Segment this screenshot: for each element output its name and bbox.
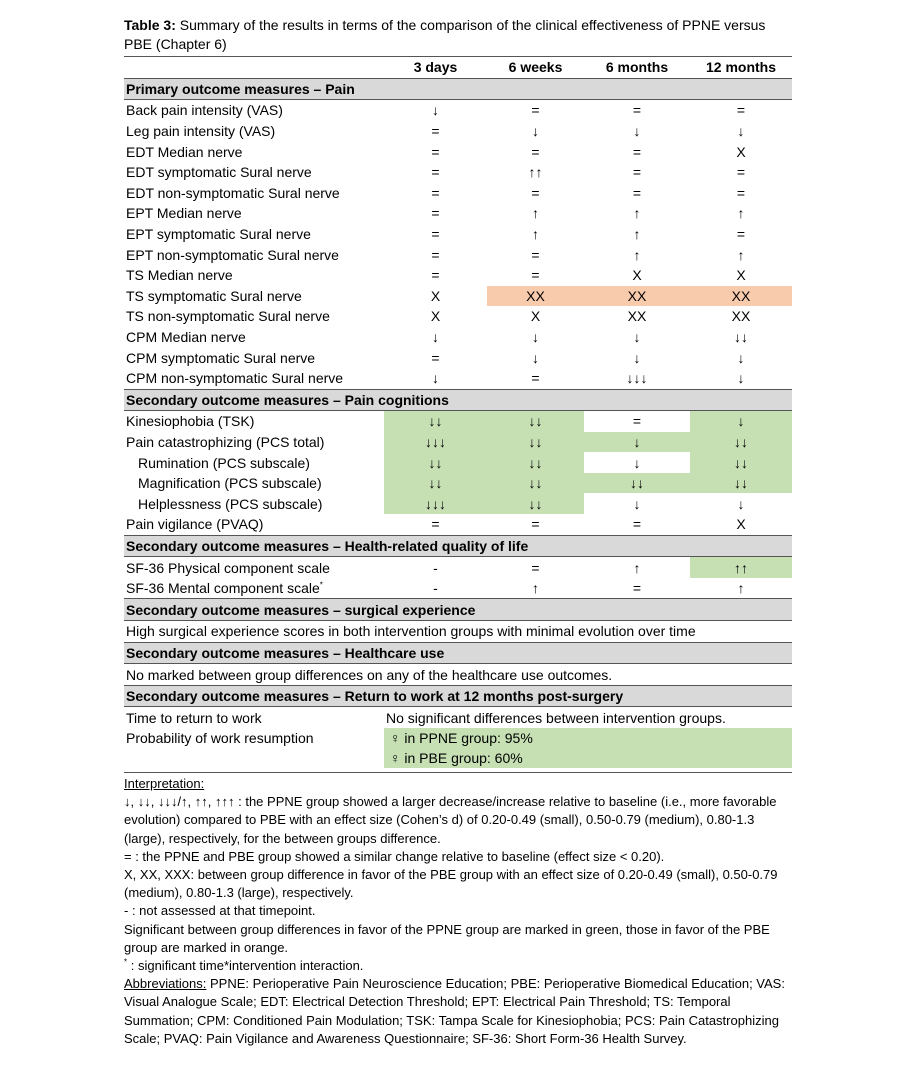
value-cell: =	[632, 516, 642, 533]
row-label-text: EPT symptomatic Sural nerve	[126, 226, 311, 243]
value-cell: =	[632, 102, 642, 119]
abbreviations-title: Abbreviations:	[124, 976, 207, 992]
value-cell: =	[632, 184, 642, 201]
value-cell: ↑	[633, 246, 641, 263]
value-cell: ↓	[633, 454, 641, 471]
table-row	[124, 621, 792, 643]
value-cell: ↓	[584, 432, 690, 453]
value-cell: XX	[690, 286, 792, 307]
value-cell: ↓↓	[487, 473, 584, 494]
value-cell: ↓↓↓	[626, 370, 648, 387]
row-label	[124, 306, 384, 327]
section-header-work	[124, 685, 792, 707]
value-cell: ↓	[532, 349, 539, 366]
value-cell: =	[531, 370, 540, 387]
value-cell: =	[736, 164, 746, 181]
table-row	[124, 244, 792, 265]
value-cell: =	[531, 516, 540, 533]
value-cell: =	[431, 143, 440, 160]
value-cell: ↑	[737, 205, 745, 222]
section-header-pain	[124, 78, 792, 100]
row-label-text: Leg pain intensity (VAS)	[126, 123, 276, 140]
value-cell: ↓	[690, 411, 792, 432]
table-row	[124, 306, 792, 327]
value-cell: =	[632, 143, 642, 160]
row-label	[124, 557, 384, 578]
value-cell: =	[531, 184, 540, 201]
value-cell: X	[430, 308, 441, 325]
value-cell: =	[431, 184, 440, 201]
value-cell: X	[736, 267, 746, 284]
value-cell: -	[433, 559, 438, 576]
value-cell: =	[431, 246, 440, 263]
table-row	[124, 286, 792, 307]
row-label-text: EPT non-symptomatic Sural nerve	[126, 246, 339, 263]
section-title: Secondary outcome measures – Return to work at 12 months post-surgery	[124, 685, 792, 707]
value-cell: ↓	[633, 123, 641, 140]
summary-text: High surgical experience scores in both intervention groups with minimal evolution over time	[126, 623, 696, 640]
row-label-text: SF-36 Physical component scale	[126, 559, 330, 576]
row-label-text: EDT non-symptomatic Sural nerve	[126, 184, 340, 201]
section-title: Secondary outcome measures – Pain cognitions	[124, 389, 792, 411]
row-label-text: EDT symptomatic Sural nerve	[126, 164, 312, 181]
value-cell: ↓↓	[734, 329, 748, 346]
value-cell: ↑↑	[528, 164, 543, 181]
value-cell: ↓	[432, 102, 439, 119]
value-cell: =	[431, 516, 440, 533]
table-row	[124, 100, 792, 121]
table-row	[124, 224, 792, 245]
row-label: Time to return to work	[126, 709, 262, 726]
col-6-months: 6 months	[605, 59, 669, 76]
row-label-text: Pain catastrophizing (PCS total)	[126, 433, 325, 450]
value-cell: XX	[487, 286, 584, 307]
table-row	[124, 664, 792, 686]
value-cell: ↑↑	[690, 557, 792, 578]
row-label	[124, 286, 384, 307]
value-cell: ↓	[432, 329, 439, 346]
value-cell: ↑	[532, 226, 539, 243]
bottom-rule	[124, 772, 792, 773]
row-label	[124, 514, 384, 535]
value-cell: ↓	[737, 123, 745, 140]
row-label-text: Kinesiophobia (TSK)	[126, 413, 255, 430]
value-cell: ↓	[633, 349, 641, 366]
value-cell: ↓	[737, 495, 745, 512]
table-row	[124, 493, 792, 514]
value-cell: ↑	[737, 580, 745, 597]
table-row	[124, 121, 792, 142]
table-row	[124, 578, 792, 599]
note-x: X, XX, XXX: between group difference in favor of the PBE group with an effect size of 0.20-0.49 (small), 0.50-0.79 (medium), 0.80-1.3 (large), respectively.	[124, 867, 778, 901]
table-row	[124, 368, 792, 389]
table-caption	[124, 16, 792, 54]
value-cell: ↓	[532, 123, 539, 140]
table-row	[124, 432, 792, 453]
value-cell: ↓	[737, 370, 745, 387]
row-label	[124, 327, 384, 348]
row-label-text: CPM symptomatic Sural nerve	[126, 349, 316, 366]
row-label-text: EDT Median nerve	[126, 143, 243, 160]
section-title: Secondary outcome measures – Healthcare use	[124, 642, 792, 664]
notes	[124, 775, 792, 1048]
value-cell: ↓↓	[384, 411, 487, 432]
value-cell: ↓	[633, 495, 641, 512]
note-colors: Significant between group differences in favor of the PPNE group are marked in green, those in favor of the PBE group are marked in orange.	[124, 921, 770, 955]
value-cell: ↑	[633, 205, 641, 222]
row-label	[124, 432, 384, 453]
row-label	[124, 183, 384, 204]
row-label	[124, 244, 384, 265]
section-header-healthcare	[124, 642, 792, 664]
value-cell: =	[736, 226, 746, 243]
value-cell: =	[431, 164, 440, 181]
col-6-weeks: 6 weeks	[508, 59, 563, 76]
table-row	[124, 203, 792, 224]
row-label	[124, 473, 384, 494]
row-label	[124, 100, 384, 121]
value-cell: =	[431, 205, 440, 222]
value-cell: ↓	[737, 349, 745, 366]
table-row	[124, 707, 792, 728]
row-label-text: Pain vigilance (PVAQ)	[126, 516, 264, 533]
value-cell: =	[736, 184, 746, 201]
table-row	[124, 265, 792, 286]
value-cell: =	[632, 580, 642, 597]
value-cell: =	[531, 246, 540, 263]
value-cell: ↑	[633, 559, 641, 576]
note-equal: = : the PPNE and PBE group showed a similar change relative to baseline (effect size < 0.20).	[124, 848, 665, 864]
document	[124, 16, 792, 1048]
table-row	[124, 162, 792, 183]
table-row	[124, 347, 792, 368]
probability-ppne: ♀ in PPNE group: 95%	[384, 728, 792, 748]
value-cell: =	[431, 123, 440, 140]
value-cell: ↑	[633, 226, 641, 243]
value-cell: =	[431, 349, 440, 366]
interaction-star: *	[319, 580, 323, 590]
value-cell: ↑	[532, 205, 539, 222]
row-label	[124, 411, 384, 432]
value-cell: XX	[731, 308, 751, 325]
value-cell: ↓	[432, 370, 439, 387]
value-cell: ↓↓	[487, 411, 584, 432]
section-title: Secondary outcome measures – surgical experience	[124, 599, 792, 621]
value-cell: ↓↓	[584, 473, 690, 494]
table-body	[124, 78, 792, 768]
row-label-text: TS symptomatic Sural nerve	[126, 287, 302, 304]
value-cell: =	[632, 413, 642, 430]
row-label-text: SF-36 Mental component scale	[126, 580, 320, 597]
probability-pbe: ♀ in PBE group: 60%	[384, 748, 792, 768]
table-row	[124, 411, 792, 432]
value-cell: =	[531, 102, 540, 119]
row-label: Probability of work resumption	[126, 730, 314, 746]
row-label	[124, 493, 384, 514]
value-cell: ↓↓↓	[384, 493, 487, 514]
row-label	[124, 141, 384, 162]
table-row	[124, 728, 792, 768]
header-blank	[124, 57, 384, 78]
value-cell: =	[632, 164, 642, 181]
row-label	[124, 224, 384, 245]
table-row	[124, 514, 792, 535]
value-cell: =	[531, 143, 540, 160]
row-label	[124, 265, 384, 286]
row-label	[124, 121, 384, 142]
note-dash: - : not assessed at that timepoint.	[124, 903, 316, 919]
value-cell: =	[531, 267, 540, 284]
note-interaction-text: : significant time*intervention interaction.	[127, 958, 364, 974]
value-cell: X	[736, 516, 746, 533]
caption-label: Table 3:	[124, 17, 176, 33]
time-to-work-value: No significant differences between intervention groups.	[386, 709, 726, 726]
note-star: *	[124, 957, 128, 967]
value-cell: ↓	[633, 329, 641, 346]
table-row	[124, 473, 792, 494]
value-cell: ↓	[532, 329, 539, 346]
row-label	[124, 162, 384, 183]
abbreviations	[124, 975, 792, 1048]
row-label-text: Rumination (PCS subscale)	[138, 454, 310, 471]
row-label-text: TS non-symptomatic Sural nerve	[126, 308, 330, 325]
value-cell: -	[433, 580, 438, 597]
value-cell: ↓↓	[690, 452, 792, 473]
probability-cell	[384, 728, 792, 768]
table-row	[124, 327, 792, 348]
row-label-text: EPT Median nerve	[126, 205, 242, 222]
value-cell: X	[530, 308, 541, 325]
row-label-text: Back pain intensity (VAS)	[126, 102, 283, 119]
section-header-cognitions	[124, 389, 792, 411]
value-cell: ↓↓	[690, 432, 792, 453]
results-table	[124, 57, 792, 768]
interpretation-title: Interpretation:	[124, 776, 205, 791]
row-label	[124, 368, 384, 389]
row-label-text: TS Median nerve	[126, 267, 233, 284]
row-label	[124, 203, 384, 224]
value-cell: =	[431, 226, 440, 243]
col-3-days: 3 days	[413, 59, 458, 76]
table-row	[124, 452, 792, 473]
value-cell: ↑	[532, 580, 539, 597]
value-cell: ↓↓↓	[384, 432, 487, 453]
note-arrows: ↓, ↓↓, ↓↓↓/↑, ↑↑, ↑↑↑ : the PPNE group showed a larger decrease/increase relative to baseline (i.e., more favorable evolution) compared to PBE with an effect size (Cohen’s d) of 0.20-0.49 (small), 0.50-0.79 (medium), 0.80-1.3 (large), respectively, for the between groups difference.	[124, 794, 777, 846]
header-row	[124, 57, 792, 78]
value-cell: =	[431, 267, 440, 284]
value-cell: ↓↓	[487, 493, 584, 514]
value-cell: XX	[627, 308, 647, 325]
value-cell: XX	[584, 286, 690, 307]
section-header-qol	[124, 535, 792, 557]
value-cell: ↓↓	[384, 473, 487, 494]
abbreviations-text: PPNE: Perioperative Pain Neuroscience Education; PBE: Perioperative Biomedical Education; VAS: Visual Analogue Scale; EDT: Electrical Detection Threshold; EPT: Electrical Pain Threshold; TS: Temporal Summation; CPM: Conditioned Pain Modulation; TSK: Tampa Scale for Kinesiophobia; PCS: Pain Catastrophizing Scale; PVAQ: Pain Vigilance and Awareness Questionnaire; SF-36: Short Form-36 Health Survey.	[124, 976, 785, 1046]
col-12-months: 12 months	[705, 59, 776, 76]
section-title: Primary outcome measures – Pain	[124, 78, 792, 100]
row-label	[124, 578, 384, 599]
row-label-text: CPM non-symptomatic Sural nerve	[126, 370, 344, 387]
table-row	[124, 557, 792, 578]
value-cell: X	[430, 287, 441, 304]
row-label	[124, 347, 384, 368]
value-cell: ↓↓	[690, 473, 792, 494]
value-cell: =	[736, 102, 746, 119]
caption-text: Summary of the results in terms of the comparison of the clinical effectiveness of PPNE versus PBE (Chapter 6)	[124, 17, 766, 52]
table-row	[124, 183, 792, 204]
note-interaction	[124, 957, 792, 975]
value-cell: ↓↓	[384, 452, 487, 473]
row-label	[124, 452, 384, 473]
value-cell: X	[632, 267, 642, 284]
value-cell: =	[531, 559, 540, 576]
value-cell: ↓↓	[487, 432, 584, 453]
row-label-text: Magnification (PCS subscale)	[138, 475, 322, 492]
section-header-surgical	[124, 599, 792, 621]
row-label-text: CPM Median nerve	[126, 329, 246, 346]
table-row	[124, 141, 792, 162]
value-cell: ↑	[737, 246, 745, 263]
value-cell: X	[736, 143, 746, 160]
row-label-text: Helplessness (PCS subscale)	[138, 495, 323, 512]
value-cell: ↓↓	[487, 452, 584, 473]
section-title: Secondary outcome measures – Health-related quality of life	[124, 535, 792, 557]
summary-text: No marked between group differences on any of the healthcare use outcomes.	[126, 666, 613, 683]
